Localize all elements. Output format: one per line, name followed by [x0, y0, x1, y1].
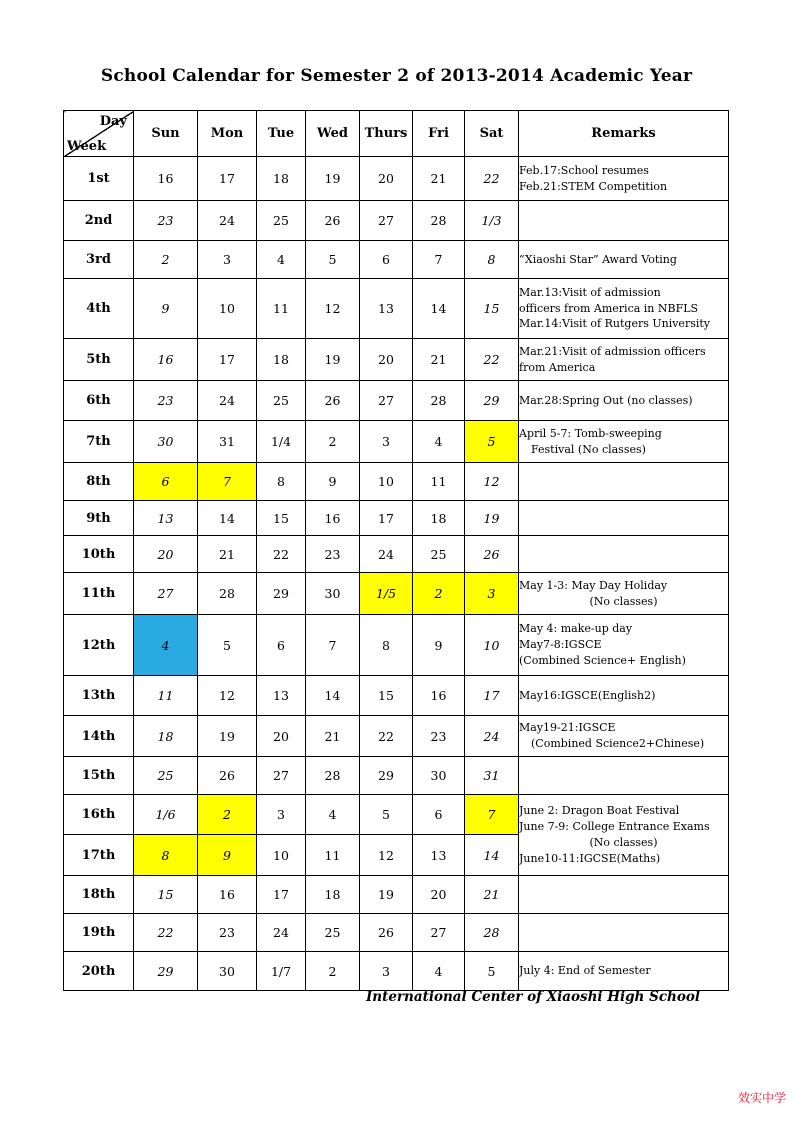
remark-line: May16:IGSCE(English2)	[519, 688, 656, 702]
calendar-day-cell: 14	[465, 835, 519, 876]
calendar-day-cell: 12	[198, 676, 257, 716]
calendar-day-cell: 8	[360, 615, 413, 676]
calendar-day-cell: 16	[413, 676, 465, 716]
week-label: 14th	[64, 716, 134, 757]
table-row	[64, 241, 729, 279]
table-row	[64, 157, 729, 201]
calendar-day-cell: 29	[134, 952, 198, 991]
calendar-day-cell: 20	[413, 876, 465, 914]
calendar-day-cell: 10	[360, 463, 413, 501]
calendar-day-cell: 15	[465, 279, 519, 339]
week-label: 2nd	[64, 201, 134, 241]
calendar-day-cell: 5	[360, 795, 413, 835]
calendar-day-cell: 17	[198, 157, 257, 201]
watermark-text: 效实中学	[737, 1091, 786, 1105]
table-row	[64, 795, 729, 835]
week-label: 17th	[64, 835, 134, 876]
calendar-day-cell: 20	[360, 339, 413, 381]
calendar-day-cell: 30	[134, 421, 198, 463]
calendar-day-cell: 5	[198, 615, 257, 676]
remark-line: July 4: End of Semester	[519, 964, 651, 978]
calendar-day-cell: 23	[134, 381, 198, 421]
week-label: 3rd	[64, 241, 134, 279]
remark-line: Mar.21:Visit of admission officers	[519, 344, 706, 358]
calendar-day-cell: 14	[198, 501, 257, 536]
calendar-day-cell: 26	[306, 381, 360, 421]
calendar-day-cell: 27	[257, 757, 306, 795]
calendar-day-cell: 30	[413, 757, 465, 795]
remarks-cell	[519, 501, 729, 536]
week-label: 11th	[64, 573, 134, 615]
remark-line: (No classes)	[589, 836, 658, 849]
calendar-day-cell: 6	[413, 795, 465, 835]
calendar-day-cell: 21	[198, 536, 257, 573]
calendar-day-cell: 4	[134, 615, 198, 676]
calendar-day-cell: 23	[306, 536, 360, 573]
week-label: 7th	[64, 421, 134, 463]
remarks-cell	[519, 157, 729, 201]
calendar-day-cell: 27	[413, 914, 465, 952]
calendar-day-cell: 26	[360, 914, 413, 952]
table-row	[64, 536, 729, 573]
calendar-day-cell: 28	[413, 201, 465, 241]
calendar-day-cell: 3	[257, 795, 306, 835]
calendar-day-cell: 7	[413, 241, 465, 279]
table-row	[64, 914, 729, 952]
table-row	[64, 381, 729, 421]
calendar-day-cell: 24	[198, 201, 257, 241]
remark-line: Festival (No classes)	[531, 442, 646, 456]
calendar-day-cell: 28	[413, 381, 465, 421]
table-row	[64, 501, 729, 536]
remark-line: Feb.21:STEM Competition	[519, 179, 668, 193]
calendar-day-cell: 30	[306, 573, 360, 615]
remark-line: Mar.28:Spring Out (no classes)	[519, 393, 693, 407]
remarks-cell	[519, 279, 729, 339]
remark-line: June10-11:IGCSE(Maths)	[519, 851, 661, 865]
calendar-day-cell: 9	[198, 835, 257, 876]
footer-signature: International Center of Xiaoshi High School	[365, 989, 700, 1005]
calendar-day-cell: 9	[306, 463, 360, 501]
calendar-day-cell: 13	[257, 676, 306, 716]
week-label: 9th	[64, 501, 134, 536]
calendar-day-cell: 17	[465, 676, 519, 716]
calendar-day-cell: 16	[134, 157, 198, 201]
calendar-day-cell: 26	[465, 536, 519, 573]
table-row	[64, 339, 729, 381]
calendar-day-cell: 19	[306, 339, 360, 381]
calendar-day-cell: 31	[465, 757, 519, 795]
calendar-day-cell: 25	[306, 914, 360, 952]
table-row	[64, 573, 729, 615]
calendar-day-cell: 1/3	[465, 201, 519, 241]
calendar-day-cell: 1/7	[257, 952, 306, 991]
calendar-day-cell: 1/5	[360, 573, 413, 615]
calendar-day-cell: 19	[306, 157, 360, 201]
remarks-cell	[519, 339, 729, 381]
calendar-day-cell: 19	[198, 716, 257, 757]
remarks-cell	[519, 241, 729, 279]
header-tue: Tue	[257, 111, 306, 157]
calendar-day-cell: 5	[465, 952, 519, 991]
remarks-cell	[519, 615, 729, 676]
page-title: School Calendar for Semester 2 of 2013-2014 Academic Year	[100, 66, 693, 86]
week-label: 19th	[64, 914, 134, 952]
calendar-day-cell: 18	[134, 716, 198, 757]
header-sat: Sat	[465, 111, 519, 157]
calendar-day-cell: 12	[465, 463, 519, 501]
calendar-day-cell: 30	[198, 952, 257, 991]
calendar-day-cell: 29	[257, 573, 306, 615]
calendar-day-cell: 13	[413, 835, 465, 876]
calendar-day-cell: 2	[413, 573, 465, 615]
calendar-day-cell: 2	[306, 952, 360, 991]
calendar-day-cell: 15	[360, 676, 413, 716]
week-label: 15th	[64, 757, 134, 795]
week-label: 18th	[64, 876, 134, 914]
remarks-cell	[519, 463, 729, 501]
calendar-day-cell: 8	[134, 835, 198, 876]
calendar-day-cell: 24	[465, 716, 519, 757]
calendar-day-cell: 8	[465, 241, 519, 279]
calendar-day-cell: 13	[360, 279, 413, 339]
calendar-day-cell: 3	[360, 421, 413, 463]
calendar-day-cell: 22	[465, 339, 519, 381]
remarks-cell	[519, 536, 729, 573]
calendar-day-cell: 3	[360, 952, 413, 991]
calendar-day-cell: 20	[257, 716, 306, 757]
remark-line: Mar.13:Visit of admission	[519, 285, 661, 299]
calendar-day-cell: 15	[257, 501, 306, 536]
calendar-day-cell: 4	[257, 241, 306, 279]
calendar-day-cell: 9	[134, 279, 198, 339]
week-label: 8th	[64, 463, 134, 501]
calendar-day-cell: 20	[134, 536, 198, 573]
calendar-day-cell: 23	[134, 201, 198, 241]
remark-line: May 1-3: May Day Holiday	[519, 578, 668, 592]
remarks-cell	[519, 757, 729, 795]
remark-line: “Xiaoshi Star” Award Voting	[519, 252, 677, 266]
remark-line: (No classes)	[589, 594, 658, 608]
calendar-day-cell: 17	[257, 876, 306, 914]
remark-line: May7-8:IGSCE	[519, 638, 602, 652]
header-remarks: Remarks	[519, 111, 729, 157]
table-row	[64, 716, 729, 757]
calendar-day-cell: 18	[306, 876, 360, 914]
calendar-day-cell: 2	[198, 795, 257, 835]
calendar-day-cell: 14	[413, 279, 465, 339]
calendar-day-cell: 25	[257, 381, 306, 421]
calendar-day-cell: 1/6	[134, 795, 198, 835]
header-fri: Fri	[413, 111, 465, 157]
remark-line: (Combined Science2+Chinese)	[531, 737, 705, 750]
calendar-day-cell: 16	[198, 876, 257, 914]
remarks-cell	[519, 201, 729, 241]
header-row	[64, 111, 729, 157]
remarks-cell	[519, 914, 729, 952]
calendar-day-cell: 29	[465, 381, 519, 421]
header-wed: Wed	[306, 111, 360, 157]
week-label: 20th	[64, 952, 134, 991]
calendar-day-cell: 18	[413, 501, 465, 536]
remarks-cell	[519, 421, 729, 463]
calendar-day-cell: 9	[413, 615, 465, 676]
calendar-day-cell: 24	[198, 381, 257, 421]
calendar-day-cell: 22	[257, 536, 306, 573]
calendar-day-cell: 23	[413, 716, 465, 757]
calendar-day-cell: 6	[257, 615, 306, 676]
remarks-cell	[519, 676, 729, 716]
calendar-day-cell: 16	[306, 501, 360, 536]
header-thurs: Thurs	[360, 111, 413, 157]
calendar-day-cell: 19	[465, 501, 519, 536]
calendar-day-cell: 20	[360, 157, 413, 201]
calendar-day-cell: 2	[134, 241, 198, 279]
calendar-day-cell: 21	[413, 157, 465, 201]
calendar-day-cell: 21	[465, 876, 519, 914]
calendar-day-cell: 11	[134, 676, 198, 716]
corner-day-label: Day	[99, 114, 127, 129]
calendar-day-cell: 12	[360, 835, 413, 876]
calendar-day-cell: 19	[360, 876, 413, 914]
day-week-corner-cell	[64, 111, 134, 157]
calendar-table	[63, 110, 729, 991]
remarks-cell	[519, 876, 729, 914]
calendar-day-cell: 5	[465, 421, 519, 463]
calendar-day-cell: 25	[413, 536, 465, 573]
remarks-cell	[519, 716, 729, 757]
calendar-day-cell: 28	[465, 914, 519, 952]
calendar-day-cell: 24	[257, 914, 306, 952]
calendar-day-cell: 22	[465, 157, 519, 201]
calendar-day-cell: 11	[306, 835, 360, 876]
remark-line: May19-21:IGSCE	[519, 721, 616, 735]
calendar-day-cell: 22	[134, 914, 198, 952]
calendar-day-cell: 7	[198, 463, 257, 501]
calendar-day-cell: 4	[413, 952, 465, 991]
calendar-day-cell: 25	[134, 757, 198, 795]
calendar-day-cell: 17	[198, 339, 257, 381]
table-row	[64, 876, 729, 914]
calendar-day-cell: 10	[465, 615, 519, 676]
calendar-day-cell: 3	[465, 573, 519, 615]
calendar-day-cell: 27	[360, 201, 413, 241]
calendar-day-cell: 21	[306, 716, 360, 757]
table-row	[64, 201, 729, 241]
calendar-day-cell: 7	[306, 615, 360, 676]
remark-line: Mar.14:Visit of Rutgers University	[519, 317, 711, 331]
table-row	[64, 421, 729, 463]
week-label: 13th	[64, 676, 134, 716]
calendar-day-cell: 10	[198, 279, 257, 339]
remark-line: Feb.17:School resumes	[519, 163, 649, 177]
calendar-day-cell: 24	[360, 536, 413, 573]
calendar-day-cell: 11	[413, 463, 465, 501]
calendar-day-cell: 31	[198, 421, 257, 463]
calendar-day-cell: 21	[413, 339, 465, 381]
remark-line: May 4: make-up day	[519, 622, 633, 636]
week-label: 6th	[64, 381, 134, 421]
table-row	[64, 757, 729, 795]
calendar-day-cell: 5	[306, 241, 360, 279]
calendar-day-cell: 18	[257, 339, 306, 381]
calendar-day-cell: 6	[360, 241, 413, 279]
table-row	[64, 676, 729, 716]
table-row	[64, 615, 729, 676]
week-label: 1st	[64, 157, 134, 201]
calendar-day-cell: 14	[306, 676, 360, 716]
corner-week-label: Week	[67, 139, 107, 154]
calendar-day-cell: 4	[306, 795, 360, 835]
table-row	[64, 952, 729, 991]
calendar-day-cell: 17	[360, 501, 413, 536]
calendar-day-cell: 1/4	[257, 421, 306, 463]
remarks-cell	[519, 952, 729, 991]
calendar-day-cell: 22	[360, 716, 413, 757]
calendar-day-cell: 29	[360, 757, 413, 795]
calendar-day-cell: 10	[257, 835, 306, 876]
calendar-day-cell: 6	[134, 463, 198, 501]
remarks-cell	[519, 795, 729, 876]
calendar-day-cell: 23	[198, 914, 257, 952]
remark-line: April 5-7: Tomb-sweeping	[519, 426, 662, 440]
calendar-day-cell: 26	[198, 757, 257, 795]
calendar-day-cell: 18	[257, 157, 306, 201]
table-row	[64, 279, 729, 339]
calendar-day-cell: 13	[134, 501, 198, 536]
calendar-day-cell: 26	[306, 201, 360, 241]
remark-line: officers from America in NBFLS	[519, 301, 699, 315]
remark-line: from America	[519, 360, 596, 374]
calendar-day-cell: 2	[306, 421, 360, 463]
remark-line: June 2: Dragon Boat Festival	[519, 804, 680, 818]
week-label: 10th	[64, 536, 134, 573]
calendar-day-cell: 11	[257, 279, 306, 339]
remark-line: (Combined Science+ English)	[519, 653, 686, 667]
header-mon: Mon	[198, 111, 257, 157]
calendar-day-cell: 7	[465, 795, 519, 835]
calendar-day-cell: 27	[360, 381, 413, 421]
week-label: 4th	[64, 279, 134, 339]
header-sun: Sun	[134, 111, 198, 157]
calendar-day-cell: 27	[134, 573, 198, 615]
calendar-day-cell: 16	[134, 339, 198, 381]
week-label: 5th	[64, 339, 134, 381]
calendar-day-cell: 4	[413, 421, 465, 463]
week-label: 12th	[64, 615, 134, 676]
calendar-day-cell: 8	[257, 463, 306, 501]
calendar-day-cell: 28	[198, 573, 257, 615]
calendar-day-cell: 12	[306, 279, 360, 339]
calendar-day-cell: 3	[198, 241, 257, 279]
calendar-day-cell: 15	[134, 876, 198, 914]
remark-line: June 7-9: College Entrance Exams	[519, 820, 710, 834]
calendar-day-cell: 28	[306, 757, 360, 795]
week-label: 16th	[64, 795, 134, 835]
remarks-cell	[519, 573, 729, 615]
calendar-day-cell: 25	[257, 201, 306, 241]
remarks-cell	[519, 381, 729, 421]
table-row	[64, 463, 729, 501]
